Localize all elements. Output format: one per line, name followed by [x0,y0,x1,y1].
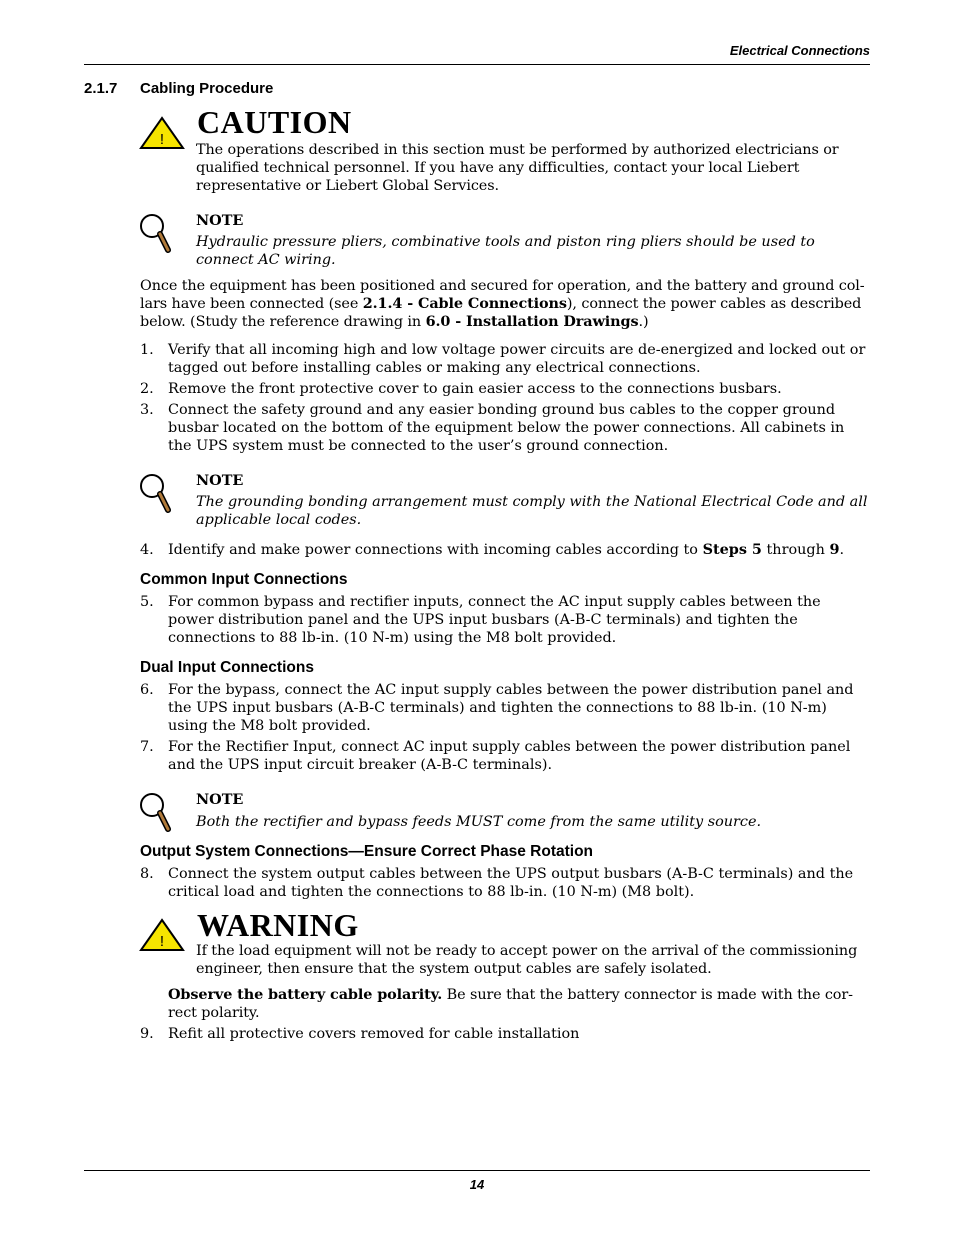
section-title: Cabling Procedure [140,80,274,97]
note-text: Both the rectifier and bypass feeds MUST come from the same utility source. [196,814,762,830]
section-heading [84,80,273,97]
intro-text: .) [638,314,649,330]
step-text: Remove the front protective cover to gain easier access to the connections busbars. [168,381,782,397]
intro-text: ), connect the power cables as described below. (Study the reference drawing in [140,296,862,330]
list-item [140,541,870,559]
note-text: The grounding bonding arrangement must comply with the National Electrical Code and all applicable local codes. [196,494,868,528]
intro-paragraph [140,277,870,331]
installation-drawings-ref: 6.0 - Installation Drawings [425,313,639,330]
list-item [140,380,870,398]
footer-rule [84,1170,870,1171]
step-number: 4. [140,542,154,558]
step-text: For the bypass, connect the AC input supply cables between the power distribution panel and the UPS input busbars (A-B-C terminals) and tighten the connections to 88 lb-in. (10 N-m) using the M8 bolt provided. [168,682,854,734]
step-text: Connect the safety ground and any easier bonding ground bus cables to the copper ground busbar located on the bottom of the equipment below the power connections. All cabinets in the UPS system must be connected to the user’s ground connection. [168,402,845,454]
step-number: 1. [140,342,154,358]
note-label: NOTE [196,212,244,229]
step-text: For the Rectifier Input, connect AC input supply cables between the power distribution panel and the UPS input circuit breaker (A-B-C terminals). [168,739,851,773]
warning-text: If the load equipment will not be ready to accept power on the arrival of the commissioning engineer, then ensure that the system output cables are safely isolated. [196,943,858,977]
step-text: Connect the system output cables between the UPS output busbars (A-B-C terminals) and the critical load and tighten the connections to 88 lb-in. (10 N-m) (M8 bolt). [168,866,854,900]
subheading-common-input: Common Input Connections [140,571,348,588]
page-number: 14 [469,1177,485,1192]
magnifier-icon [138,472,176,520]
step-number: 3. [140,402,154,418]
magnifier-icon [138,791,176,839]
caution-icon [139,116,185,150]
step-text: For common bypass and rectifier inputs, connect the AC input supply cables between the power distribution panel and the UPS input busbars (A-B-C terminals) and tighten the connections to 88 lb-in. (10 N-m) using the M8 bolt provided. [168,594,821,646]
step-text: Refit all protective covers removed for cable installation [168,1026,580,1042]
svg-text:!: ! [159,933,165,950]
step-text-part: through [761,542,830,558]
step-number: 2. [140,381,154,397]
step-text [168,541,870,559]
subheading-output-system: Output System Connections—Ensure Correct Phase Rotation [140,843,594,860]
running-header: Electrical Connections [729,43,870,58]
note-label: NOTE [196,472,244,489]
intro-text: Once the equipment has been positioned and secured for operation, and the battery and ground col-lars have been connected (see [140,278,865,312]
section-number: 2.1.7 [84,80,118,97]
polarity-text: Be sure that the battery connector is made with the cor-rect polarity. [168,987,853,1021]
list-item [140,738,870,774]
list-item [140,865,870,901]
polarity-paragraph [168,986,870,1022]
list-item [140,681,870,735]
list-item [140,593,870,647]
svg-text:!: ! [159,131,165,148]
steps-ref: 9 [829,541,840,558]
subheading-dual-input: Dual Input Connections [140,659,314,676]
step-number: 8. [140,866,154,882]
note-text: Hydraulic pressure pliers, combinative tools and piston ring pliers should be used to connect AC wiring. [196,234,815,268]
cable-connections-ref: 2.1.4 - Cable Connections [362,295,567,312]
caution-text: The operations described in this section must be performed by authorized electricians or qualified technical personnel. If you have any difficulties, contact your local Liebert representative or Liebert Global Services. [196,142,839,194]
header-rule [84,64,870,65]
polarity-bold: Observe the battery cable polarity. [168,986,443,1003]
step-text-part: Identify and make power connections with incoming cables according to [168,542,703,558]
magnifier-icon [138,212,176,260]
step-number: 7. [140,739,154,755]
warning-title: WARNING [197,907,359,943]
list-item [140,341,870,377]
steps-ref: Steps 5 [702,541,762,558]
caution-title: CAUTION [197,104,352,140]
step-number: 5. [140,594,154,610]
step-text-part: . [839,542,845,558]
step-number: 6. [140,682,154,698]
list-item [140,1025,870,1043]
step-number: 9. [140,1026,154,1042]
warning-icon [139,918,185,952]
step-text: Verify that all incoming high and low voltage power circuits are de-energized and locked out or tagged out before installing cables or making any electrical connections. [168,342,866,376]
note-label: NOTE [196,791,244,808]
list-item [140,401,870,455]
